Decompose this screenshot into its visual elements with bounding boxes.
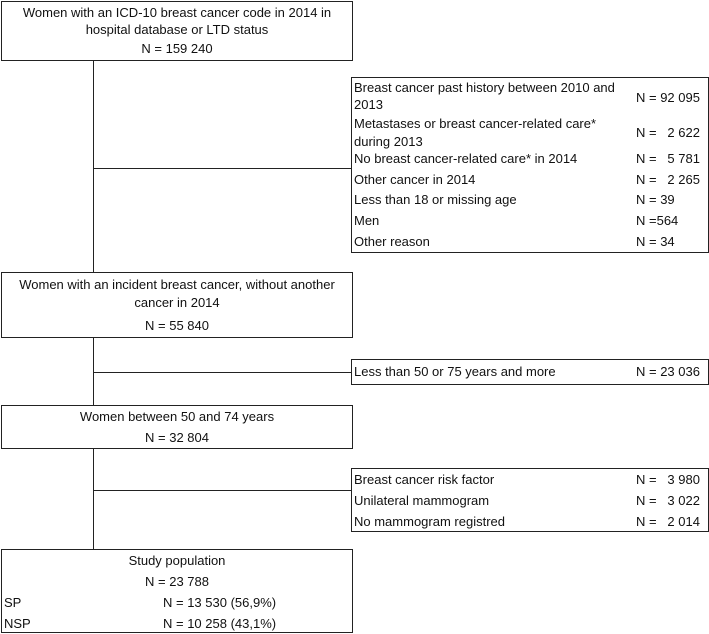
exclusion-item-label: Other reason bbox=[354, 234, 430, 249]
exclusion-item-label: Less than 50 or 75 years and more bbox=[354, 364, 556, 379]
age-restricted-line1: Women between 50 and 74 years bbox=[79, 409, 275, 424]
age-restricted-box bbox=[1, 405, 353, 449]
exclusion-item-count: N = 2 014 bbox=[636, 514, 700, 529]
exclusion-box-1 bbox=[351, 77, 709, 253]
study-population-title: Study population bbox=[128, 553, 226, 568]
initial-population-line2: hospital database or LTD status bbox=[85, 22, 269, 37]
initial-population-box bbox=[1, 1, 353, 61]
exclusion-item-count: N = 34 bbox=[636, 234, 675, 249]
exclusion-item-count: N = 92 095 bbox=[636, 90, 700, 105]
exclusion-item-count: N = 3 022 bbox=[636, 493, 700, 508]
exclusion-item-label: Unilateral mammogram bbox=[354, 493, 490, 508]
exclusion-item-label: Less than 18 or missing age bbox=[354, 192, 517, 207]
incident-cancer-line2: cancer in 2014 bbox=[134, 295, 220, 310]
exclusion-item-label: Men bbox=[354, 213, 380, 228]
exclusion-item-count: N = 2 622 bbox=[636, 125, 700, 140]
initial-population-line1: Women with an ICD-10 breast cancer code in 2014 in bbox=[22, 5, 332, 20]
exclusion-item-label: No breast cancer-related care* in 2014 bbox=[354, 151, 578, 166]
exclusion-item-label: Breast cancer past history between 2010 and bbox=[354, 80, 615, 95]
exclusion-2-connector bbox=[93, 372, 351, 373]
nsp-count: N = 10 258 (43,1%) bbox=[163, 616, 277, 631]
exclusion-box-2 bbox=[351, 359, 709, 385]
exclusion-1-connector bbox=[93, 168, 351, 169]
exclusion-item-count: N = 39 bbox=[636, 192, 675, 207]
exclusion-item-count: N = 2 265 bbox=[636, 172, 700, 187]
incident-cancer-count: N = 55 840 bbox=[145, 318, 209, 333]
exclusion-item-count: N = 5 781 bbox=[636, 151, 700, 166]
study-population-count: N = 23 788 bbox=[145, 574, 209, 589]
exclusion-item-label: 2013 bbox=[354, 97, 383, 112]
exclusion-item-label: during 2013 bbox=[354, 134, 423, 149]
exclusion-item-label: Breast cancer risk factor bbox=[354, 472, 495, 487]
exclusion-item-count: N = 3 980 bbox=[636, 472, 700, 487]
main-flow-connector-3 bbox=[93, 448, 94, 550]
study-population-box bbox=[1, 549, 353, 633]
age-restricted-count: N = 32 804 bbox=[145, 430, 209, 445]
exclusion-3-connector bbox=[93, 490, 351, 491]
incident-cancer-box bbox=[1, 272, 353, 338]
exclusion-item-count: N = 23 036 bbox=[636, 364, 700, 379]
exclusion-item-label: No mammogram registred bbox=[354, 514, 505, 529]
incident-cancer-line1: Women with an incident breast cancer, without another bbox=[19, 277, 335, 292]
exclusion-box-3 bbox=[351, 468, 709, 532]
initial-population-count: N = 159 240 bbox=[141, 41, 213, 56]
exclusion-item-label: Other cancer in 2014 bbox=[354, 172, 476, 187]
nsp-label: NSP bbox=[4, 616, 31, 631]
exclusion-item-count: N =564 bbox=[636, 213, 679, 228]
exclusion-item-label: Metastases or breast cancer-related care* bbox=[354, 116, 597, 131]
sp-label: SP bbox=[4, 595, 22, 610]
main-flow-connector-1 bbox=[93, 60, 94, 273]
sp-count: N = 13 530 (56,9%) bbox=[163, 595, 277, 610]
